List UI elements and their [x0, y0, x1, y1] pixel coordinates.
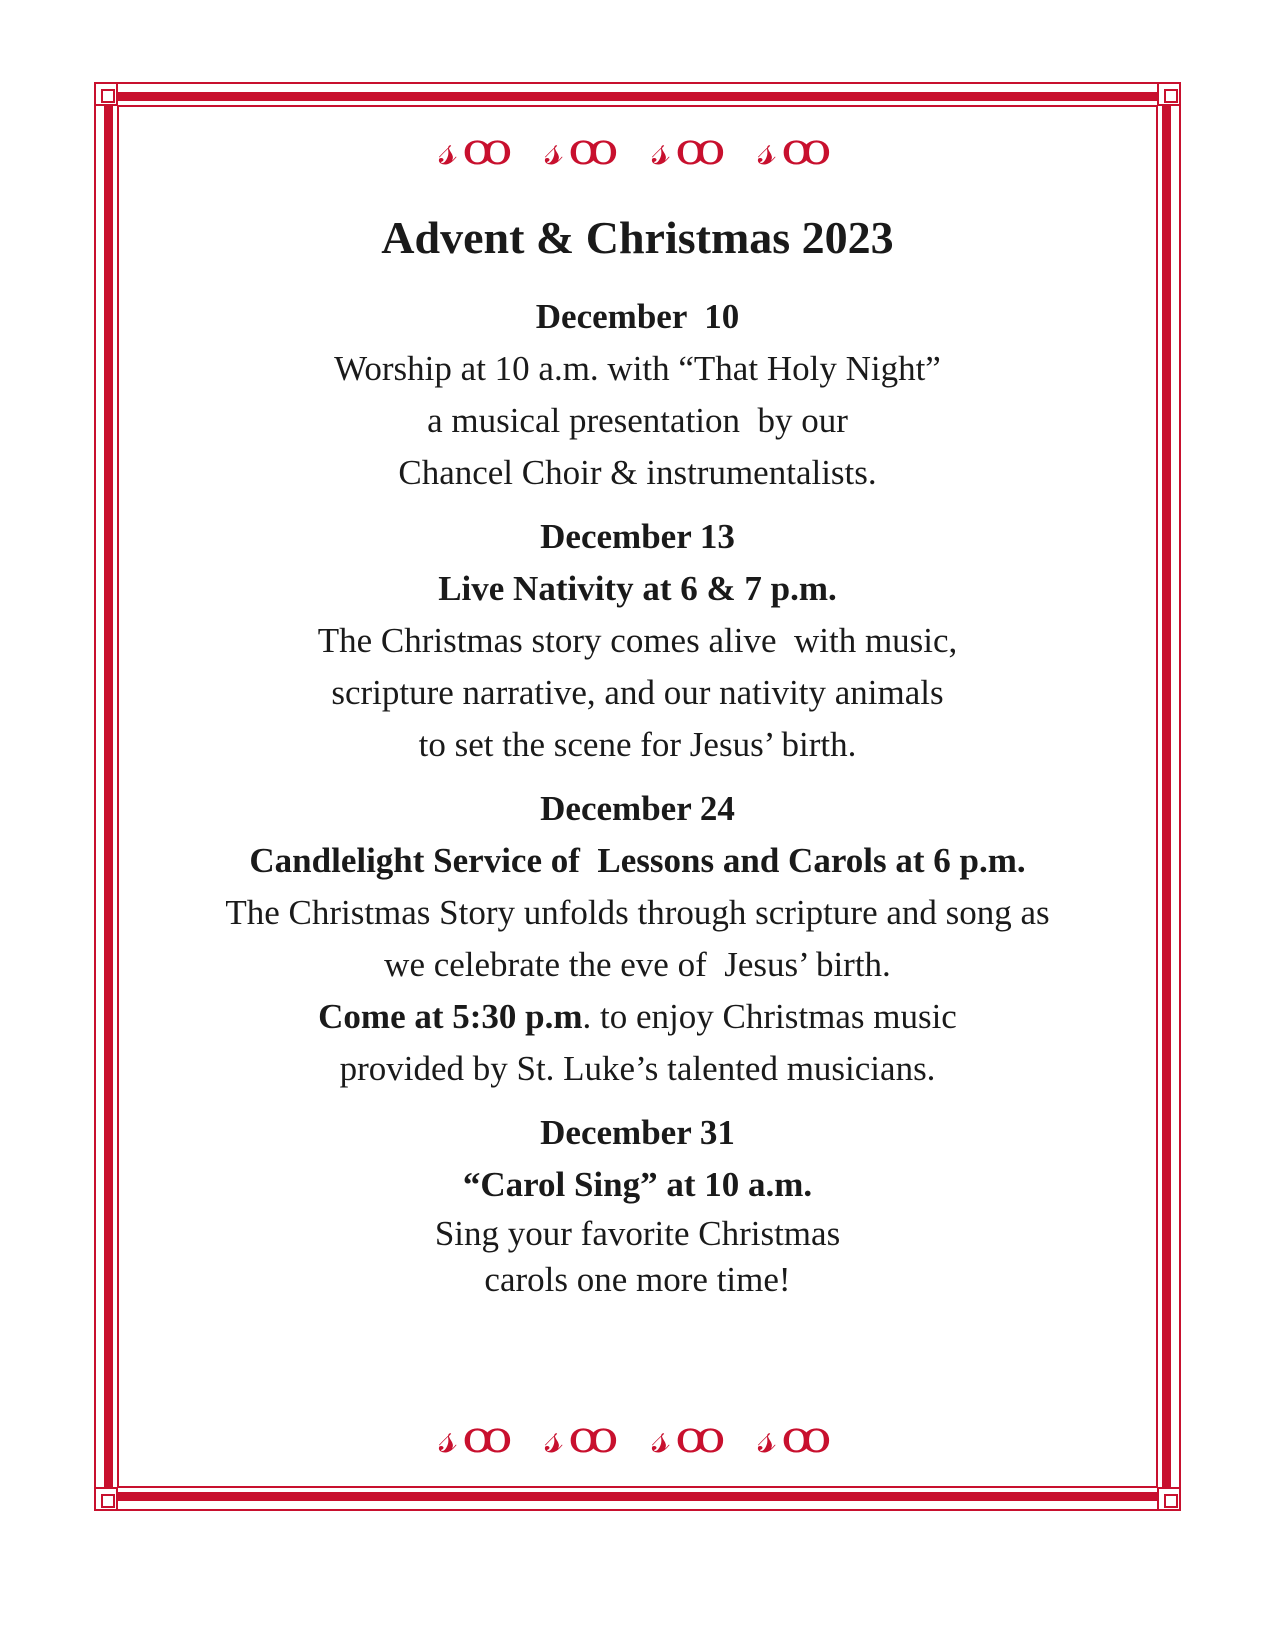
event-description-line: a musical presentation by our — [427, 400, 848, 440]
corner-ornament-top-right — [1157, 82, 1181, 106]
scroll-ornament-icon: 𝓈ꝏ — [651, 124, 730, 175]
scroll-ornament-icon: 𝓈ꝏ — [651, 1412, 730, 1463]
event-headline: Live Nativity at 6 & 7 p.m. — [438, 568, 837, 608]
event-description-line: Chancel Choir & instrumentalists. — [398, 452, 877, 492]
event-description-line: The Christmas Story unfolds through scripture and song as — [225, 892, 1050, 932]
event-december-24 — [130, 783, 1145, 1095]
event-description-line: The Christmas story comes alive with music, — [317, 620, 958, 660]
corner-ornament-top-left — [94, 82, 118, 106]
event-description-line: we celebrate the eve of Jesus’ birth. — [384, 944, 891, 984]
event-description-line: Sing your favorite Christmas — [434, 1213, 841, 1253]
scroll-ornament-icon: 𝓈ꝏ — [757, 124, 836, 175]
event-headline: “Carol Sing” at 10 a.m. — [462, 1164, 813, 1204]
event-date: December 13 — [540, 516, 735, 556]
scroll-ornament-icon: 𝓈ꝏ — [439, 124, 518, 175]
event-note-emphasis: Come at 5:30 p.m — [318, 996, 583, 1036]
event-december-10 — [130, 291, 1145, 499]
event-december-31 — [130, 1107, 1145, 1303]
event-description-line: carols one more time! — [484, 1259, 791, 1299]
event-description-line: Worship at 10 a.m. with “That Holy Night” — [334, 348, 941, 388]
event-description-line: provided by St. Luke’s talented musicians. — [339, 1048, 936, 1088]
scroll-ornament-icon: 𝓈ꝏ — [439, 1412, 518, 1463]
event-date: December 24 — [540, 788, 735, 828]
ornament-divider-bottom — [0, 1412, 1275, 1463]
corner-ornament-bottom-left — [94, 1487, 118, 1511]
event-description-line: scripture narrative, and our nativity animals — [331, 672, 944, 712]
event-headline: Candlelight Service of Lessons and Carols at 6 p.m. — [249, 840, 1026, 880]
scroll-ornament-icon: 𝓈ꝏ — [545, 124, 624, 175]
corner-ornament-bottom-right — [1157, 1487, 1181, 1511]
ornament-divider-top — [0, 124, 1275, 175]
scroll-ornament-icon: 𝓈ꝏ — [757, 1412, 836, 1463]
event-note-text: . to enjoy Christmas music — [582, 996, 957, 1036]
scroll-ornament-icon: 𝓈ꝏ — [545, 1412, 624, 1463]
event-december-13 — [130, 511, 1145, 771]
schedule-content — [130, 212, 1145, 1313]
event-description-line: to set the scene for Jesus’ birth. — [418, 724, 857, 764]
event-date: December 10 — [535, 296, 740, 336]
page-title: Advent & Christmas 2023 — [381, 212, 894, 263]
event-date: December 31 — [540, 1112, 735, 1152]
event-note — [130, 991, 1145, 1043]
